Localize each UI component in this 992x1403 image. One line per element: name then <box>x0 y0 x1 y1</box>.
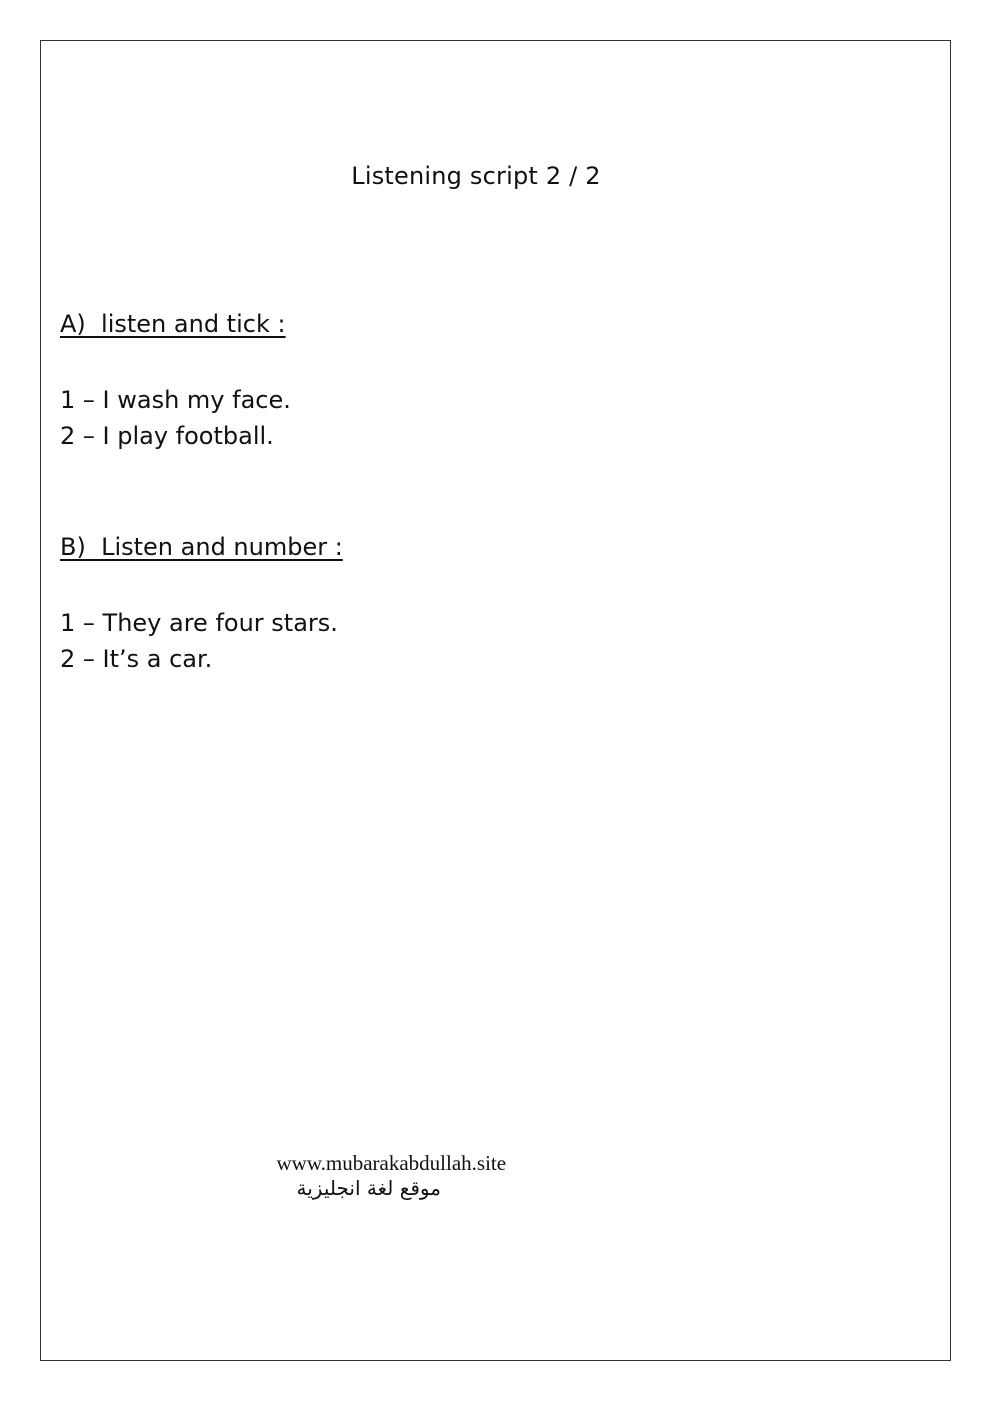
section-b-line-1: 1 – They are four stars. <box>60 609 338 637</box>
footer-arabic-label: موقع لغة انجليزية <box>296 1176 441 1200</box>
section-a-line-1: 1 – I wash my face. <box>60 386 291 414</box>
page-title <box>0 162 992 190</box>
section-a-heading: A) listen and tick : <box>60 310 286 338</box>
footer-url: www.mubarakabdullah.site <box>276 1151 507 1175</box>
section-a-line-2: 2 – I play football. <box>60 422 274 450</box>
page-title-text: Listening script 2 / 2 <box>351 162 601 190</box>
section-b-line-2: 2 – It’s a car. <box>60 645 213 673</box>
footer <box>266 1126 506 1201</box>
section-b-heading: B) Listen and number : <box>60 533 343 561</box>
